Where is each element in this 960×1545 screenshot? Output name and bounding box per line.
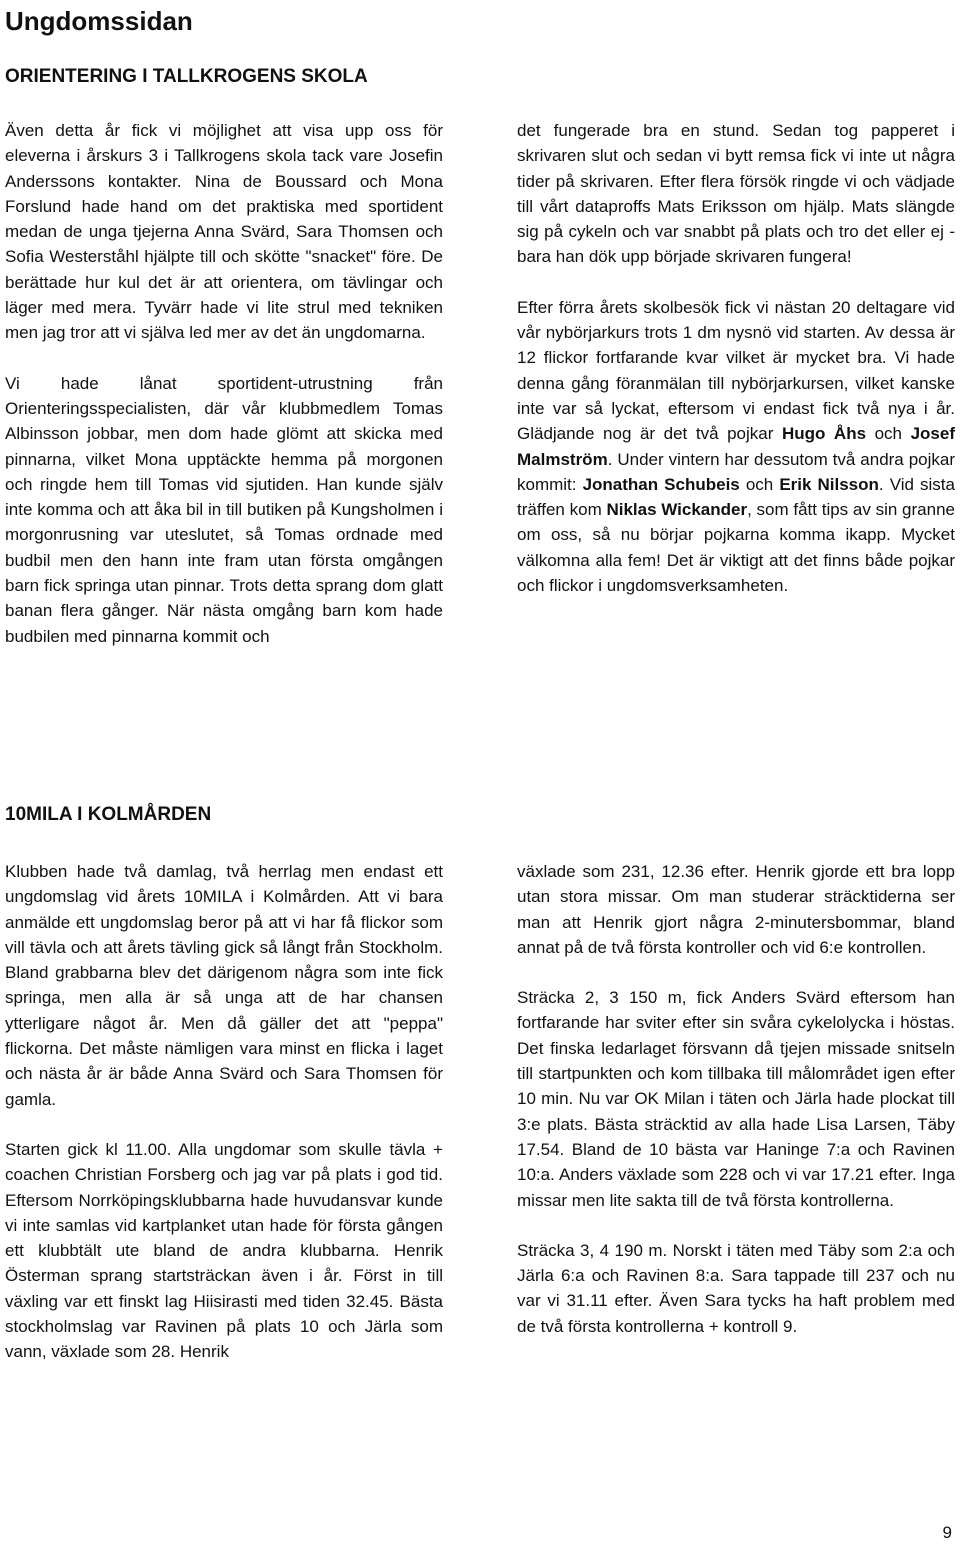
name-jonathan: Jonathan Schubeis — [582, 474, 740, 494]
paragraph: växlade som 231, 12.36 efter. Henrik gjorde ett bra lopp utan stora missar. Om man studerar sträcktiderna ser man att Henrik gjort några 2-minutersbommar, bland annat på de två första kontroller och vid 6:e kontrollen. — [517, 862, 955, 957]
page-title: Ungdomssidan — [5, 6, 193, 36]
section-title-10mila: 10MILA I KOLMÅRDEN — [5, 804, 212, 825]
paragraph: Sträcka 3, 4 190 m. Norskt i täten med Täby som 2:a och Järla 6:a och Ravinen 8:a. Sara tappade till 237 och nu var vi 31.11 efter. Även Sara tycks ha haft problem med de två första kontrollerna + kontroll 9. — [517, 1240, 955, 1336]
section1-right-column — [517, 118, 955, 598]
section-title-orientering: ORIENTERING I TALLKROGENS SKOLA — [5, 66, 368, 87]
page-number: 9 — [942, 1523, 952, 1542]
paragraph-newcomers: Efter förra årets skolbesök fick vi nästan 20 deltagare vid vår nybörjarkurs trots 1 dm nysnö vid starten. Av dessa är 12 flickor fortfarande kvar vilket är mycket bra. Vi hade denna gång föranmälan till nybörjarkursen, vilket kanske inte var så lyckat, eftersom vi endast fick två nya i år. Glädjande nog är det två pojkar Hugo Åhs och Josef Malmström. Under vintern har dessutom två andra pojkar kommit: Jonathan Schubeis och Erik Nilsson. Vid sista träffen kom Niklas Wickander, som fått tips av sin granne om oss, så nu börjar pojkarna komma ikapp. Mycket välkomna alla fem! Det är viktigt att det finns både pojkar och flickor i ungdomsverksamheten. — [517, 297, 955, 596]
paragraph: Vi hade lånat sportident-utrustning från Orienteringsspecialisten, där vår klubbmedlem Tomas Albinsson jobbar, men dom hade glömt att skicka med pinnarna, vilket Mona upptäckte hemma på morgonen och ringde hem till Tomas vid sjutiden. Han kunde själv inte komma och att åka bil in till butiken på Kungsholmen i morgonrusning var uteslutet, så Tomas ordnade med budbil men den hann inte fram utan första omgången barn fick springa utan pinnar. Trots detta sprang dom glatt banan flera gånger. När nästa omgång barn kom hade budbilen med pinnarna kommit och — [5, 373, 443, 646]
paragraph: Starten gick kl 11.00. Alla ungdomar som skulle tävla + coachen Christian Forsberg och jag var på plats i god tid. Eftersom Norrköpingsklubbarna hade huvudansvar kunde vi inte samlas vid kartplanket utan hade för första gången ett klubbtält ute bland de andra klubbarna. Henrik Österman sprang startsträckan även i år. Först in till växling var ett finskt lag Hiisirasti med tiden 32.45. Bästa stockholmslag var Ravinen på plats 10 och Järla som vann, växlade som 28. Henrik — [5, 1139, 443, 1362]
name-erik: Erik Nilsson — [779, 474, 879, 494]
name-josef: Josef Malmström — [517, 424, 955, 469]
paragraph: det fungerade bra en stund. Sedan tog papperet i skrivaren slut och sedan vi bytt remsa fick vi inte ut några tider på skrivaren. Efter flera försök ringde vi och vädjade till vårt dataproffs Mats Eriksson om hjälp. Mats slängde sig på cykeln och var snabbt på plats och tro det eller ej - bara han dök upp började skrivaren fungera! — [517, 121, 955, 267]
paragraph: Sträcka 2, 3 150 m, fick Anders Svärd eftersom han fortfarande har sviter efter sin svåra cykelolycka i höstas. Det finska ledarlaget försvann då tjejen missade snitseln till startpunkten och kom tillbaka till målområdet igen efter 10 min. Nu var OK Milan i täten och Järla hade plockat till 3:e plats. Bästa sträcktid av alla hade Lisa Larsen, Täby 17.54. Bland de 10 bästa var Haninge 7:a och Ravinen 10:a. Anders växlade som 228 och vi var 17.21 efter. Inga missar men lite sakta till de två första kontrollerna. — [517, 988, 955, 1210]
paragraph: Klubben hade två damlag, två herrlag men endast ett ungdomslag vid årets 10MILA i Kolmården. Att vi bara anmälde ett ungdomslag beror på att vi har få flickor som vill tävla och att årets tävling gick så långt från Stockholm. Bland grabbarna blev det därigenom några som inte fick springa, men alla är så unga att de har chansen ytterligare något år. Men då gäller det att "peppa" flickorna. Det måste nämligen vara minst en flicka i laget och nästa år är både Anna Svärd och Sara Thomsen för gamla. — [5, 862, 443, 1109]
name-hugo: Hugo Åhs — [781, 424, 867, 444]
name-niklas: Niklas Wickander — [606, 500, 748, 520]
section1-left-column — [5, 118, 443, 649]
section2-left-column — [5, 859, 443, 1365]
section2-right-column — [517, 859, 955, 1339]
paragraph: Även detta år fick vi möjlighet att visa upp oss för eleverna i årskurs 3 i Tallkrogens skola tack vare Josefin Anderssons kontakter. Nina de Boussard och Mona Forslund hade hand om det praktiska med sportident medan de unga tjejerna Anna Svärd, Sara Thomsen och Sofia Westerståhl hjälpte till och skötte "snacket" före. De berättade hur kul det är att orientera, om tävlingar och läger med mera. Tyvärr hade vi lite strul med tekniken men jag tror att vi själva led mer av det än ungdomarna. — [5, 121, 443, 343]
